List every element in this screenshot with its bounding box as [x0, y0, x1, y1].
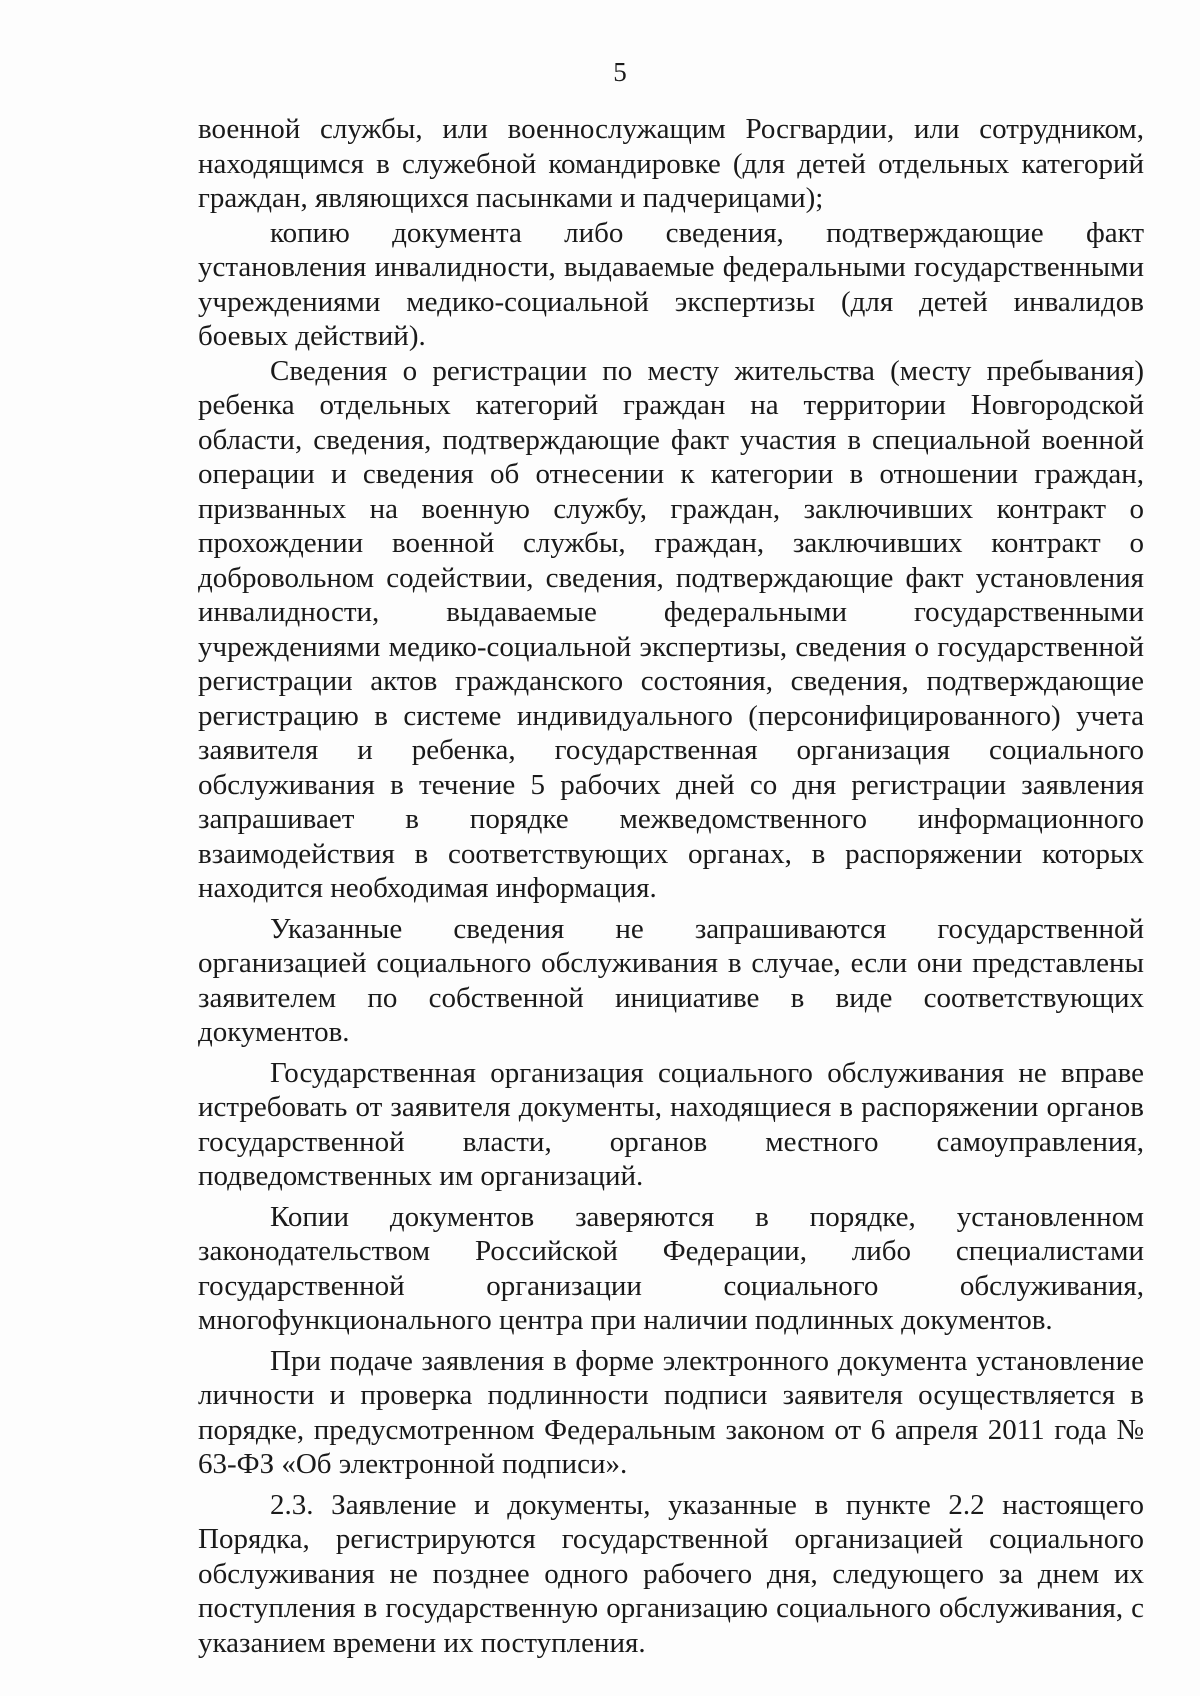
paragraph-registration-info: Сведения о регистрации по месту жительства (месту пребывания) ребенка отдельных категорий граждан на территории Новгородской области, сведения, подтверждающие факт участия в специальной военной операции и сведения об отнесении к категории в отношении граждан, призванных на военную службу, граждан, заключивших контракт о прохождении военной службы, граждан, заключивших контракт о добровольном содействии, сведения, подтверждающие факт установления инвалидности, выдаваемые федеральными государственными учреждениями медико-социальной экспертизы, сведения о государственной регистрации актов гражданского состояния, сведения, подтверждающие регистрацию в системе индивидуального (персонифицированного) учета заявителя и ребенка, государственная организация социального обслуживания в течение 5 рабочих дней со дня регистрации заявления запрашивает в порядке межведомственного информационного взаимодействия в соответствующих органах, в распоряжении которых находится необходимая информация. [198, 354, 1144, 904]
paragraph-no-right-to-demand: Государственная организация социального обслуживания не вправе истребовать от заявителя документы, находящиеся в распоряжении органов государственной власти, органов местного самоуправления, подведомственных им организаций. [198, 1056, 1144, 1192]
page-number: 5 [613, 57, 627, 87]
paragraph-disability-documents: копию документа либо сведения, подтверждающие факт установления инвалидности, выдаваемые федеральными государственными учреждениями медико-социальной экспертизы (для детей инвалидов боевых действий). [198, 216, 1144, 352]
paragraph-continuation: военной службы, или военнослужащим Росгвардии, или сотрудником, находящимся в служебной командировке (для детей отдельных категорий граждан, являющихся пасынками и падчерицами); [198, 113, 1144, 214]
paragraph-info-not-requested: Указанные сведения не запрашиваются государственной организацией социального обслуживания в случае, если они представлены заявителем по собственной инициативе в виде соответствующих документов. [198, 912, 1144, 1048]
document-body [198, 112, 1144, 1660]
paragraph-electronic-signature: При подаче заявления в форме электронного документа установление личности и проверка подлинности подписи заявителя осуществляется в порядке, предусмотренном Федеральным законом от 6 апреля 2011 года № 63-ФЗ «Об электронной подписи». [198, 1344, 1144, 1480]
paragraph-document-copies: Копии документов заверяются в порядке, установленном законодательством Российской Федерации, либо специалистами государственной организации социального обслуживания, многофункционального центра при наличии подлинных документов. [198, 1200, 1144, 1336]
paragraph-section-2-3: 2.3. Заявление и документы, указанные в пункте 2.2 настоящего Порядка, регистрируются государственной организацией социального обслуживания не позднее одного рабочего дня, следующего за днем их поступления в государственную организацию социального обслуживания, с указанием времени их поступления. [198, 1488, 1144, 1659]
